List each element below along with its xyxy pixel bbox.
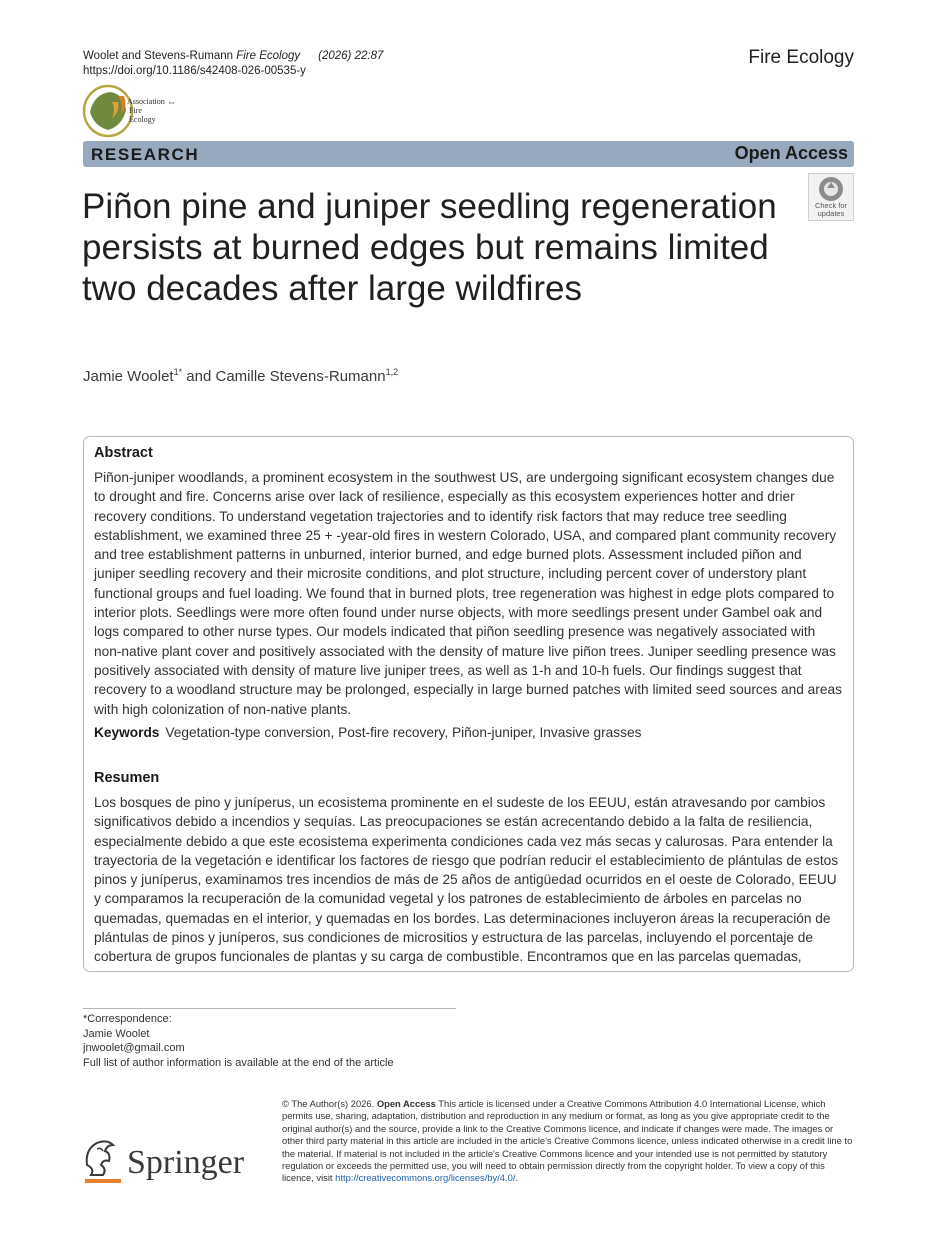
- authors-short: Woolet and Stevens-Rumann: [83, 50, 234, 62]
- doi-link[interactable]: https://doi.org/10.1186/s42408-026-00535-y: [83, 65, 306, 77]
- check-for-updates-badge[interactable]: [808, 173, 854, 221]
- association-fire-ecology-logo: [82, 82, 202, 140]
- logo-text-fire: Fire: [129, 106, 142, 115]
- resumen-text: Los bosques de pino y juníperus, un ecosistema prominente en el sudeste de los EEUU, están atravesando por cambios significativos debido a incendios y sequías. Las preocupaciones se están acrecentando debido a la falta de resiliencia, especialmente debido a que este ecosistema experimenta condiciones cada vez más secas y calurosas. Para entender la trayectoria de la vegetación e identificar los factores de riesgo que podrían reducir el establecimiento de plántulas de estos pinos y juníperus, examinamos tres incendios de más de 25 años de antigüedad ocurridos en el oeste de Colorado, EEUU y comparamos la recuperación de la comunidad vegetal y los patrones de establecimiento de árboles en parcelas no quemadas, quemadas en el interior, y quemadas en los bordes. Las determinaciones incluyeron áreas la recuperación de plántulas de pinos y juníperos, sus condiciones de micrositios y estructura de las parcelas, incluyendo el porcentaje de cobertura de grupos funcionales de plantas y su carga de combustible. Encontramos que en las parcelas quemadas,: [94, 795, 839, 965]
- logo-text-ecology: Ecology: [129, 115, 156, 124]
- license-link[interactable]: http://creativecommons.org/licenses/by/4.0/: [335, 1172, 516, 1184]
- author-2[interactable]: Camille Stevens-Rumann: [215, 368, 386, 385]
- article-title: Piñon pine and juniper seedling regeneration persists at burned edges but remains limited two decades after large wildfires: [82, 187, 777, 308]
- author-1[interactable]: Jamie Woolet: [83, 368, 174, 385]
- correspondence-name: Jamie Woolet: [83, 1027, 150, 1040]
- author-conjunction: and: [182, 368, 216, 385]
- author-list: [83, 367, 398, 385]
- license-body: This article is licensed under a Creative Commons Attribution 4.0 International License, which permits use, sharing, adaptation, distribution and reproduction in any medium or format, as long as you give appropriate credit to the original author(s) and the source, provide a link to the Creative Commons licence, and indicate if changes were made. The images or other third party material in this article are included in the article's Creative Commons licence, unless indicated otherwise in a credit line to the material. If material is not included in the article's Creative Commons licence and your intended use is not permitted by statutory regulation or exceeds the permitted use, you will need to obtain permission directly from the copyright holder. To view a copy of this licence, visit: [282, 1098, 853, 1184]
- correspondence-email[interactable]: jnwoolet@gmail.com: [83, 1042, 185, 1055]
- resumen-heading: Resumen: [94, 770, 160, 786]
- journal-name: Fire Ecology: [748, 47, 854, 68]
- article-type-band: [83, 141, 854, 167]
- correspondence-label: *Correspondence:: [83, 1013, 172, 1025]
- check-badge-line1: Check for: [814, 201, 848, 210]
- footnote-divider: [83, 1008, 456, 1009]
- article-type-label: RESEARCH: [91, 145, 200, 164]
- keywords-list: Vegetation-type conversion, Post-fire recovery, Piñon-juniper, Invasive grasses: [165, 725, 642, 740]
- license-suffix: .: [515, 1172, 519, 1184]
- springer-logo: [83, 1135, 263, 1187]
- year-volume: (2026) 22:87: [318, 50, 384, 62]
- license-open-access: Open Access: [376, 1098, 436, 1109]
- license-statement: [282, 1098, 854, 1185]
- logo-text-association: Association: [127, 97, 165, 106]
- correspondence-block: [83, 1012, 394, 1070]
- logo-text-for: for: [169, 100, 175, 105]
- keywords-line: [94, 725, 641, 740]
- author-2-affiliation: 1,2: [385, 367, 399, 377]
- license-prefix: © The Author(s) 2026.: [282, 1098, 377, 1109]
- springer-wordmark: Springer: [127, 1144, 245, 1181]
- abstract-text: Piñon-juniper woodlands, a prominent ecosystem in the southwest US, are undergoing significant ecosystem changes due to drought and fire. Concerns arise over lack of resilience, especially as this ecosystem experiences hotter and drier recovery conditions. To understand vegetation trajectories and to identify risk factors that may reduce tree seedling establishment, we examined three 25 + -year-old fires in western Colorado, USA, and compared plant community recovery and tree establishment patterns in unburned, interior burned, and edge burned plots. Assessment included piñon and juniper seedling recovery and their microsite conditions, and plot structure, including percent cover of understory plant functional groups and fuel loading. We found that in burned plots, tree regeneration was highest in edge plots compared to interior plots. Seedlings were more often found under nurse objects, with more seedlings present under Gambel oak and logs compared to other nurse types. Our models indicated that piñon seedling presence was negatively associated with non-native plant cover and positively associated with the density of mature live piñon trees. Juniper seedling presence was positively associated with density of mature live juniper trees, as well as 1-h and 10-h fuels. Our findings suggest that recovery to a woodland structure may be prolonged, especially in large burned patches with limited seed sources and areas with high colonization of non-native plants.: [94, 470, 842, 717]
- journal-italic: Fire Ecology: [236, 50, 301, 62]
- abstract-heading: Abstract: [94, 445, 153, 461]
- abstract-box: [83, 436, 854, 972]
- check-badge-line2: updates: [817, 209, 845, 218]
- author-1-affiliation: 1*: [173, 367, 183, 377]
- citation-header: [83, 49, 383, 79]
- keywords-label: Keywords: [94, 725, 160, 740]
- open-access-label: Open Access: [734, 143, 848, 163]
- correspondence-note: Full list of author information is available at the end of the article: [83, 1056, 394, 1069]
